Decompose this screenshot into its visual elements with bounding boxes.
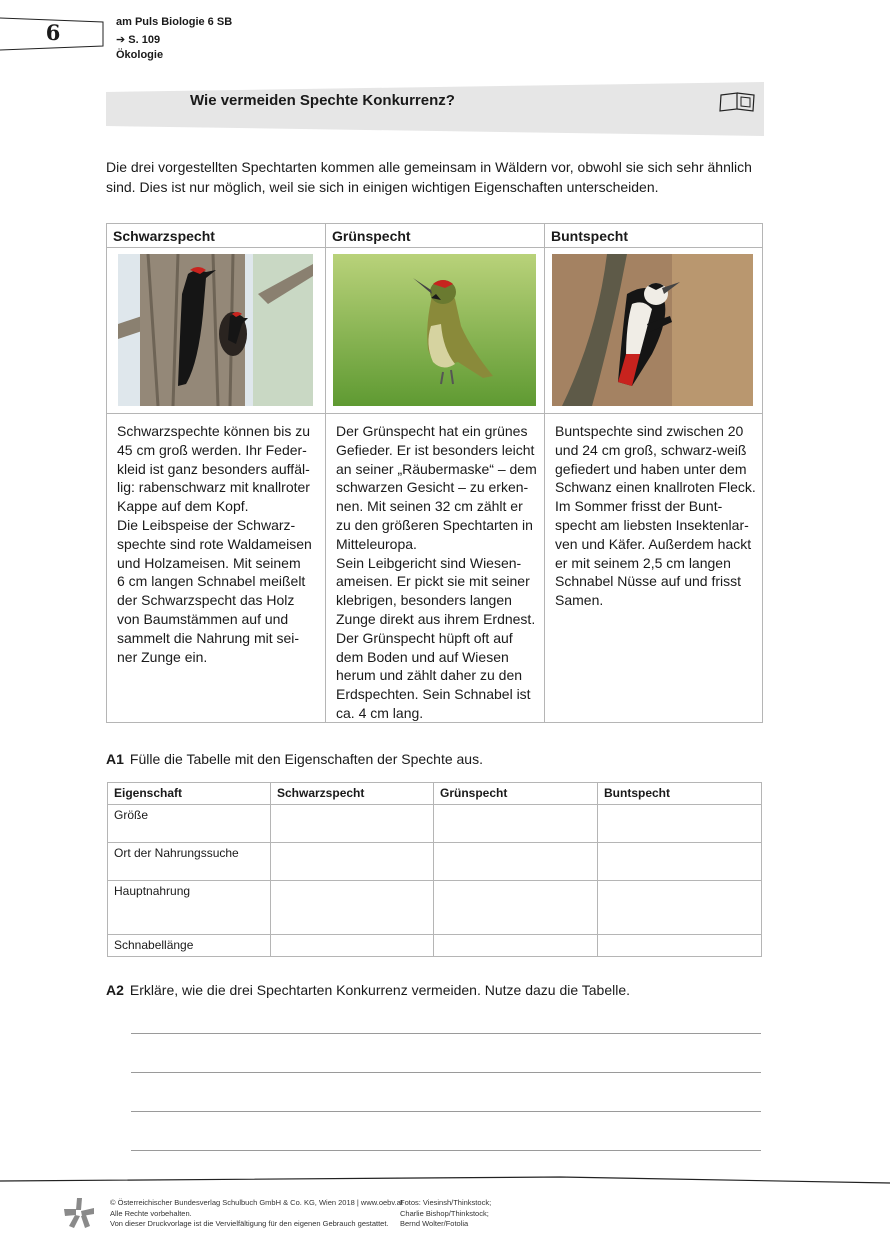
species-header-buntspecht: Buntspecht [551,228,628,244]
table-row [108,805,762,843]
writing-line[interactable] [131,1072,761,1073]
buntspecht-photo [552,254,753,406]
task-a2 [106,982,630,998]
answer-cell[interactable] [271,805,434,843]
task-a1-text: Fülle die Tabelle mit den Eigenschaften der Spechte aus. [129,751,483,767]
topic: Ökologie [116,49,164,61]
table-header-row [108,783,762,805]
row-divider [106,247,763,248]
answer-cell[interactable] [434,805,598,843]
task-a2-text: Erkläre, wie die drei Spechtarten Konkurrenz vermeiden. Nutze dazu die Tabelle. [129,982,631,998]
publisher-logo [62,1196,96,1230]
task-a1 [106,751,483,767]
page-reference [116,33,160,46]
row-label: Hauptnahrung [108,881,271,935]
column-header: Eigenschaft [108,783,271,805]
row-divider [106,413,763,414]
copyright-notice: © Österreichischer Bundesverlag Schulbuch GmbH & Co. KG, Wien 2018 | www.oebv.at Alle Rechte vorbehalten. Von dieser Druckvorlage ist die Vervielfältigung für den eigenen Gebrauch gestattet. [110,1198,403,1228]
writing-line[interactable] [131,1111,761,1112]
answer-cell[interactable] [271,881,434,935]
footer-divider [0,1175,890,1195]
task-a1-label: A1 [106,751,124,767]
gruenspecht-photo [333,254,536,406]
answer-cell[interactable] [598,843,762,881]
row-label: Ort der Nahrungssuche [108,843,271,881]
answer-cell[interactable] [434,843,598,881]
answer-cell[interactable] [598,935,762,957]
writing-line[interactable] [131,1150,761,1151]
title-bar [106,82,764,136]
column-header: Grünspecht [434,783,598,805]
task-a2-label: A2 [106,982,124,998]
answer-cell[interactable] [271,935,434,957]
species-header-schwarzspecht: Schwarzspecht [113,228,215,244]
worksheet-title: Wie vermeiden Spechte Konkurrenz? [190,92,455,109]
answer-cell[interactable] [598,805,762,843]
answer-cell[interactable] [434,881,598,935]
species-text-schwarzspecht: Schwarzspechte können bis zu 45 cm groß werden. Ihr Feder- kleid ist ganz besonders auffäl- lig: rabenschwarz mit knallroter Kappe auf dem Kopf. Die Leibspeise der Schwarz- spechte sind rote Waldameisen und Holzameisen. Mit seinem 6 cm langen Schnabel meißelt der Schwarzspecht das Holz von Baumstämmen auf und sammelt die Nahrung mit sei- ner Zunge ein. [117,423,312,665]
properties-table [107,782,762,957]
arrow-icon: ➔ [116,34,126,46]
column-divider [544,223,545,723]
page-number: 6 [45,20,61,45]
answer-cell[interactable] [598,881,762,935]
writing-line[interactable] [131,1033,761,1034]
table-row [108,881,762,935]
column-header: Schwarzspecht [271,783,434,805]
book-icon [718,91,756,113]
species-text-buntspecht: Buntspechte sind zwischen 20 und 24 cm groß, schwarz-weiß gefiedert und haben unter dem Schwanz einen knallroten Fleck. Im Sommer frisst der Bunt- specht am liebsten Insektenlar- ven und Käfer. Außerdem hackt er mit seinem 2,5 cm langen Schnabel Nüsse auf und frisst Samen. [555,423,756,609]
schwarzspecht-photo [118,254,313,406]
photo-credits: Fotos: Viesinsh/Thinkstock; Charlie Bishop/Thinkstock; Bernd Wolter/Fotolia [400,1198,492,1228]
page-reference-text: S. 109 [128,34,161,46]
column-divider [325,223,326,723]
table-row [108,843,762,881]
answer-cell[interactable] [271,843,434,881]
species-header-gruenspecht: Grünspecht [332,228,411,244]
answer-cell[interactable] [434,935,598,957]
row-label: Schnabellänge [108,935,271,957]
row-label: Größe [108,805,271,843]
table-row [108,935,762,957]
column-header: Buntspecht [598,783,762,805]
intro-text: Die drei vorgestellten Spechtarten kommen alle gemeinsam in Wäldern vor, obwohl sie sich sehr ähnlich sind. Dies ist nur möglich, weil sie sich in einigen wichtigen Eigenschaften unterscheiden. [106,159,752,195]
species-text-gruenspecht: Der Grünspecht hat ein grünes Gefieder. Er ist besonders leicht an seiner „Räubermaske“ – dem schwarzen Gesicht – zu erken- nen. Mit seinen 32 cm zählt er zu den größeren Spechtarten in Mitteleuropa. Sein Leibgericht sind Wiesen- ameisen. Er pickt sie mit seiner klebrigen, besonders langen Zunge direkt aus ihrem Erdnest. Der Grünspecht hüpft oft auf dem Boden und auf Wiesen herum und zählt daher zu den Erdspechten. Sein Schnabel ist ca. 4 cm lang. [336,423,537,721]
book-title: am Puls Biologie 6 SB [116,16,233,28]
